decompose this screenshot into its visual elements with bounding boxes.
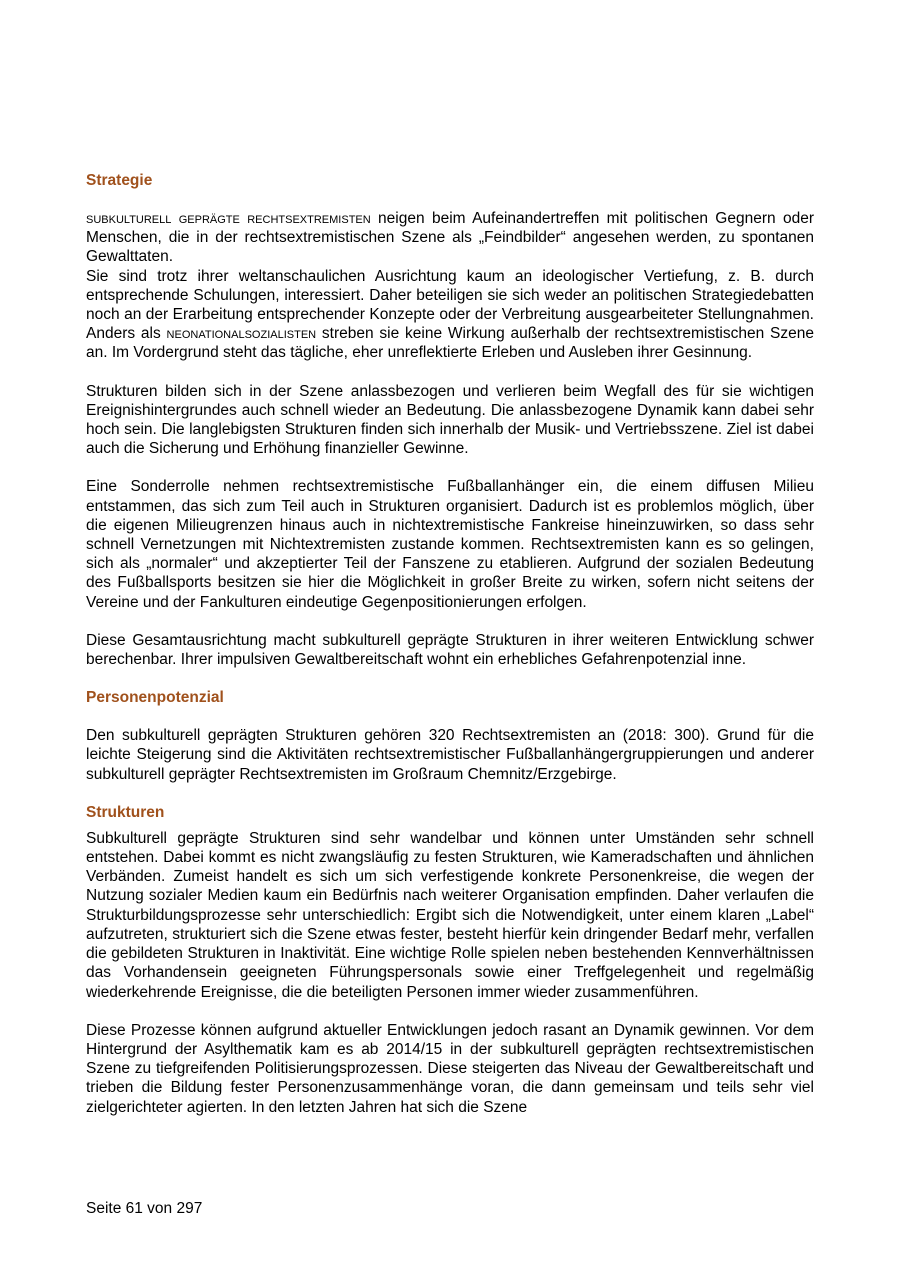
smallcaps-term-subkulturell: subkulturell geprägte bbox=[86, 210, 240, 227]
strategie-paragraph-4: Eine Sonderrolle nehmen rechtsextremistische Fußballanhänger ein, die einem diffusen Milieu entstammen, das sich zum Teil auch in Strukturen organisiert. Dadurch ist es problemlos möglich, über die eigenen Milieugrenzen hinaus auch in nichtextremistische Fankreise hineinzuwirken, so dass sehr schnell Vernetzungen mit Nichtextremisten zustande kommen. Rechtsextremisten kann es so gelingen, sich als „normaler“ und akzeptierter Teil der Fanszene zu etablieren. Aufgrund der sozialen Bedeutung des Fußballsports besitzen sie hier die Möglichkeit in großer Breite zu wirken, sofern nicht seitens der Vereine und der Fankulturen eindeutige Gegenpositionierungen erfolgen. bbox=[86, 478, 814, 611]
smallcaps-term-rechtsextremisten: rechtsextremisten bbox=[247, 210, 371, 227]
strukturen-paragraph-1: Subkulturell geprägte Strukturen sind sehr wandelbar und können unter Umständen sehr schnell entstehen. Dabei kommt es nicht zwangsläufig zu festen Strukturen, wie Kameradschaften und ähnlichen Verbänden. Zumeist handelt es sich um sich verfestigende konkrete Personenkreise, die wegen der Nutzung sozialer Medien kaum ein Bedürfnis nach weiterer Organisation empfinden. Daher verlaufen die Strukturbildungsprozesse sehr unterschiedlich: Ergibt sich die Notwendigkeit, unter einem klaren „Label“ aufzutreten, strukturiert sich die Szene etwas fester, besteht hierfür kein dringender Bedarf mehr, verfallen die gebildeten Strukturen in Inaktivität. Eine wichtige Rolle spielen neben bestehenden Kennverhältnissen das Vorhandensein geeigneten Führungspersonals sowie einer Treffgelegenheit und regelmäßig wiederkehrende Ereignisse, die die beteiligten Personen immer wieder zusammenführen. bbox=[86, 829, 814, 1001]
heading-personenpotenzial: Personenpotenzial bbox=[86, 689, 224, 707]
heading-strategie: Strategie bbox=[86, 172, 153, 189]
smallcaps-term-neonationalsozialisten: neonationalsozialisten bbox=[166, 325, 317, 343]
strategie-paragraph-1-text: neigen beim Aufeinandertreffen mit politischen Gegnern oder Menschen, die in der rechtsextremistischen Szene als „Feindbilder“ angesehen werden, zu spontanen Gewalttaten. bbox=[86, 210, 814, 266]
page-number: Seite 61 von 297 bbox=[86, 1200, 203, 1217]
strategie-paragraph-3: Strukturen bilden sich in der Szene anlassbezogen und verlieren beim Wegfall des für sie wichtigen Ereignishintergrundes auch schnell wieder an Bedeutung. Die anlassbezogene Dynamik kann dabei sehr hoch sein. Die langlebigsten Strukturen finden sich innerhalb der Musik- und Vertriebsszene. Ziel ist dabei auch die Sicherung und Erhöhung finanzieller Gewinne. bbox=[86, 382, 814, 458]
document-page bbox=[86, 171, 814, 1117]
strategie-paragraph-2-text-b: streben sie keine Wirkung außerhalb der rechtsextremistischen Szene an. Im Vordergrund steht das tägliche, eher unreflektierte Erleben und Ausleben ihrer Gesinnung. bbox=[86, 325, 814, 362]
strategie-paragraph-2 bbox=[86, 267, 814, 363]
personenpotenzial-paragraph-1: Den subkulturell geprägten Strukturen gehören 320 Rechtsextremisten an (2018: 300). Grund für die leichte Steigerung sind die Aktivitäten rechtsextremistischer Fußballanhängergruppierungen und anderer subkulturell geprägter Rechtsextremisten im Großraum Chemnitz/Erzgebirge. bbox=[86, 727, 814, 783]
strukturen-paragraph-2: Diese Prozesse können aufgrund aktueller Entwicklungen jedoch rasant an Dynamik gewinnen. Vor dem Hintergrund der Asylthematik kam es ab 2014/15 in der subkulturell geprägten rechtsextremistischen Szene zu tiefgreifenden Politisierungsprozessen. Diese steigerten das Niveau der Gewaltbereitschaft und trieben die Bildung fester Personenzusammenhänge voran, die dann gemeinsam und teils sehr viel zielgerichteter agierten. In den letzten Jahren hat sich die Szene bbox=[86, 1021, 814, 1116]
strategie-paragraph-5: Diese Gesamtausrichtung macht subkulturell geprägte Strukturen in ihrer weiteren Entwicklung schwer berechenbar. Ihrer impulsiven Gewaltbereitschaft wohnt ein erhebliches Gefahrenpotenzial inne. bbox=[86, 631, 814, 669]
heading-strukturen: Strukturen bbox=[86, 803, 165, 821]
strategie-paragraph-1 bbox=[86, 209, 814, 267]
strategie-paragraph-2-text-a: Sie sind trotz ihrer weltanschaulichen Ausrichtung kaum an ideologischer Vertiefung, z. B. durch entsprechende Schulungen, interessiert. Daher beteiligen sie sich weder an politischen Strategiedebatten noch an der Erarbeitung entsprechender Konzepte oder der Verbreitung ausgearbeiteter Stellungnahmen. Anders als bbox=[86, 267, 814, 343]
